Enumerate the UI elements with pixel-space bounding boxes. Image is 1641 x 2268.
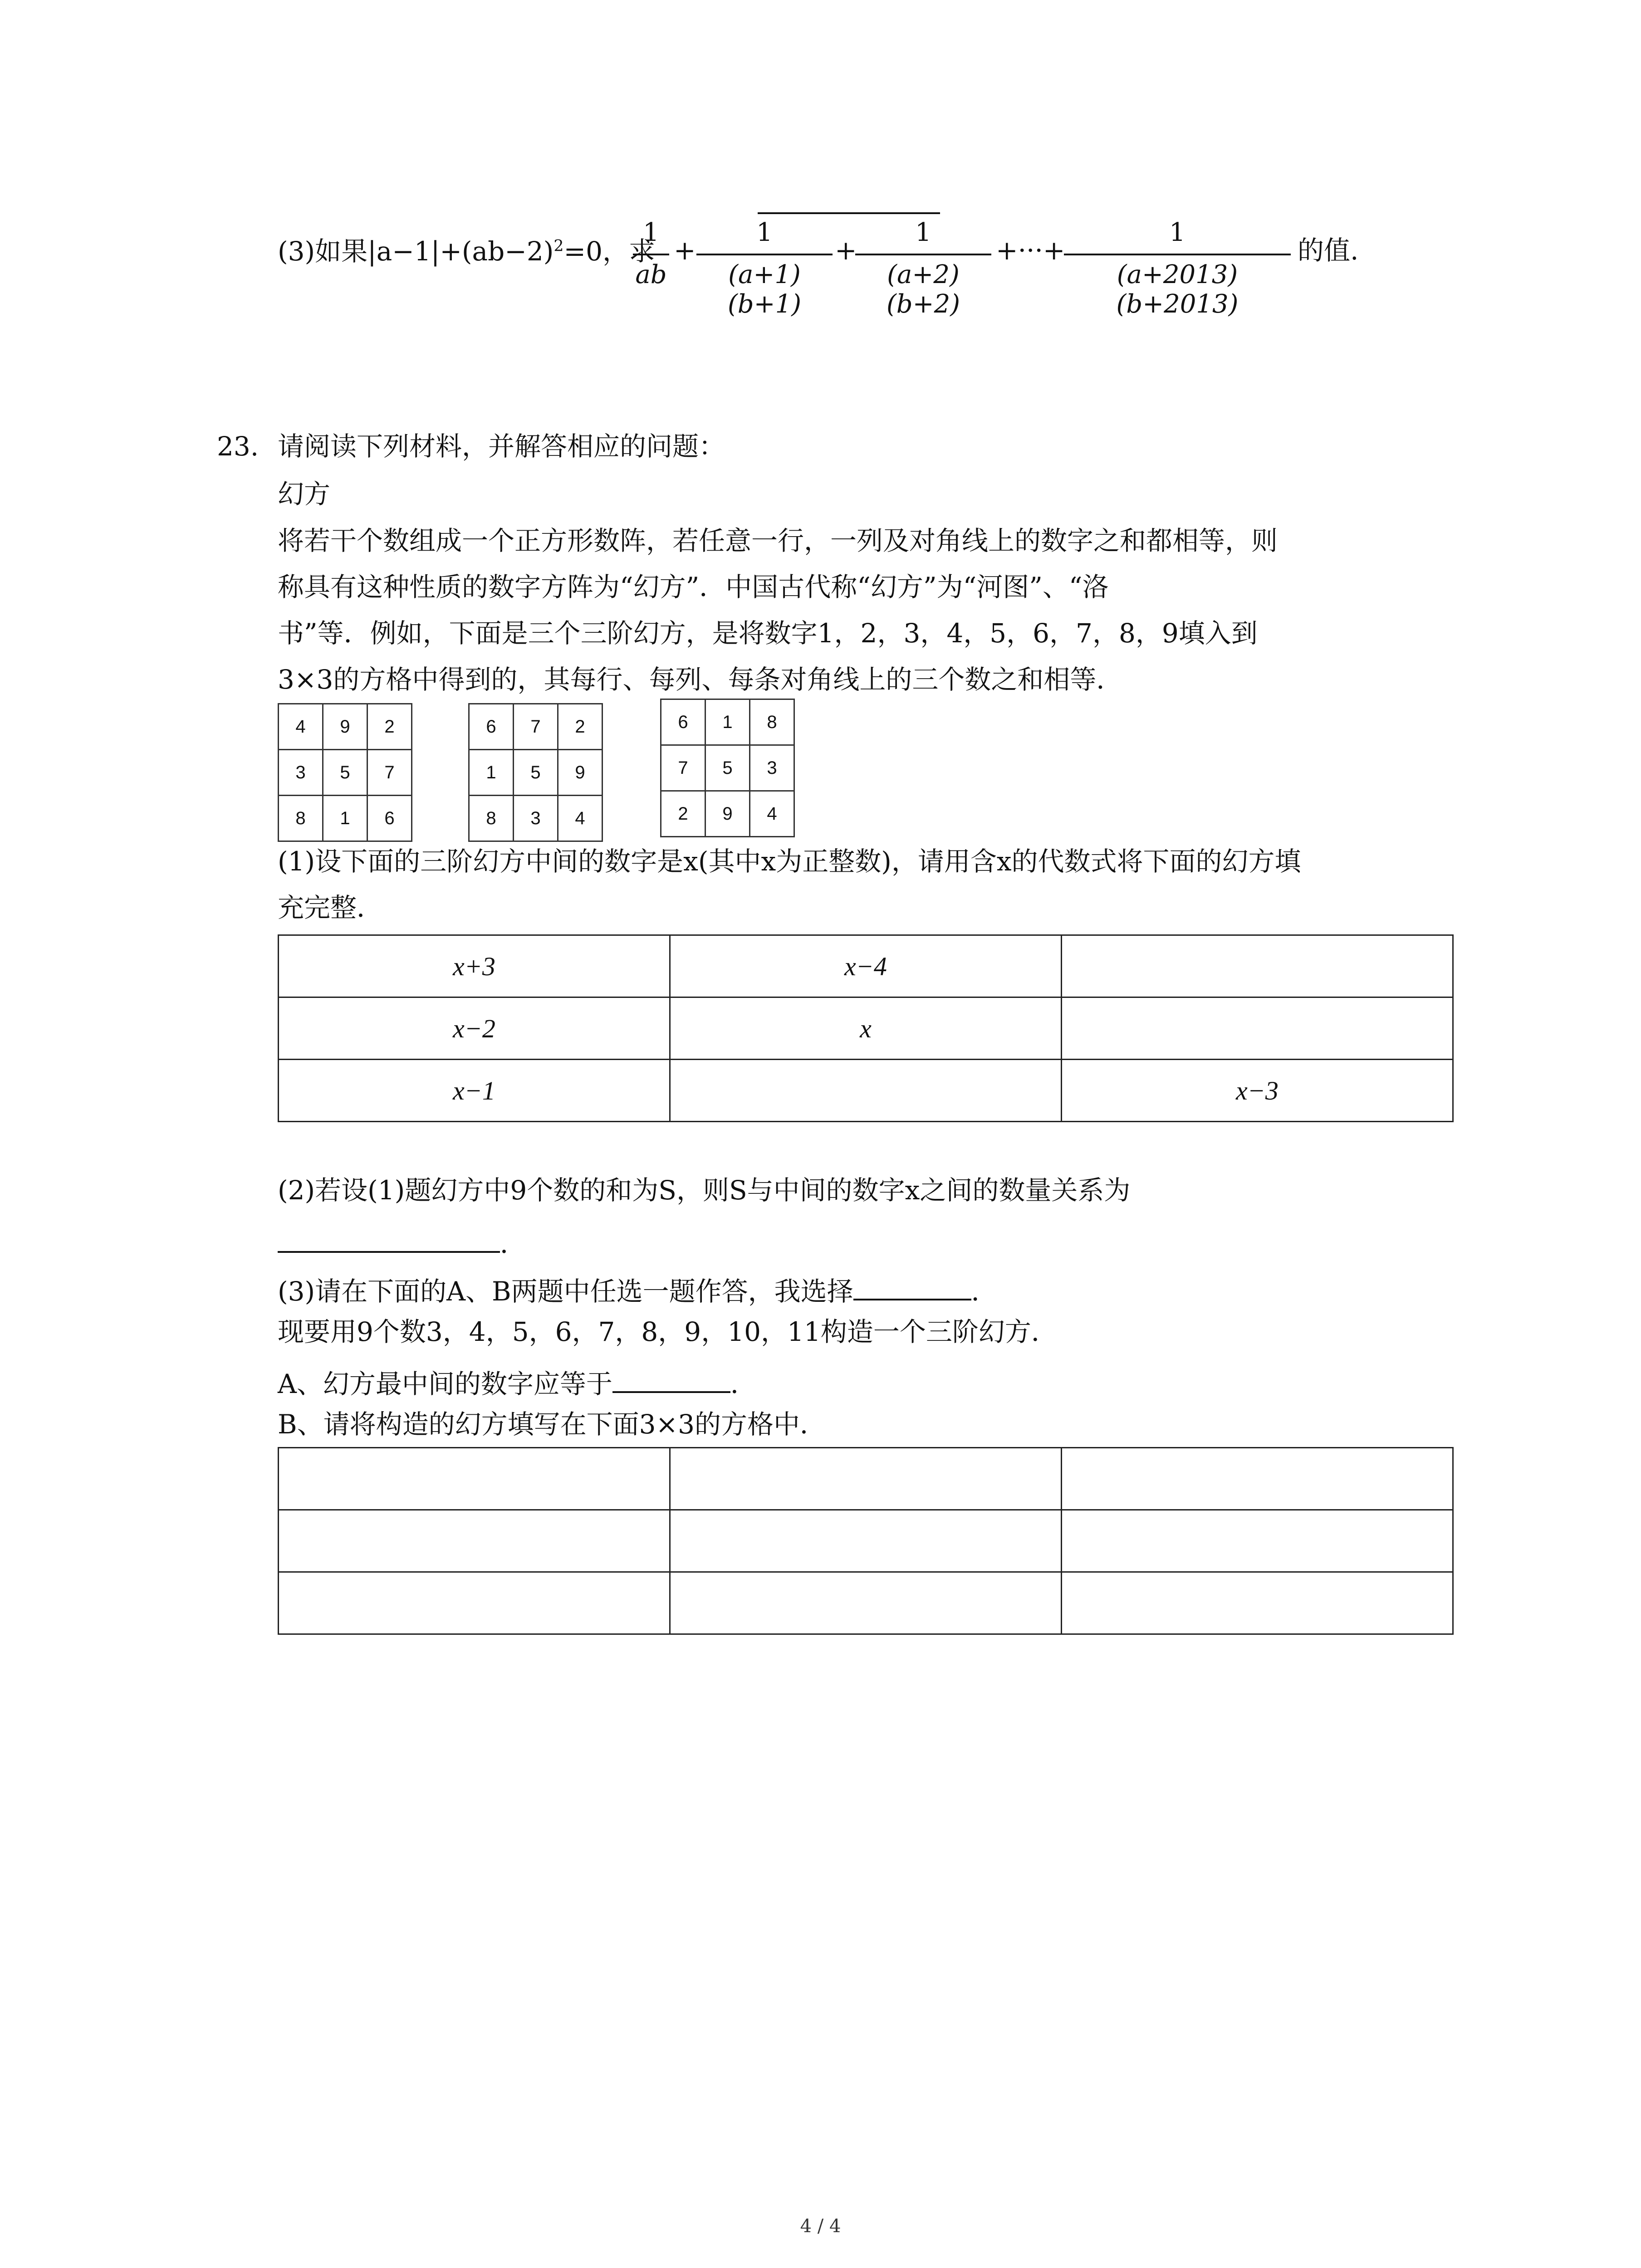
option-a: A、幻方最中间的数字应等于 ． (278, 1365, 757, 1397)
part3-text: (3)请在下面的A、B两题中任选一题作答，我选择 ． (278, 1272, 998, 1305)
q22-part3-condition: (3)如果$|a-1|+(ab-2)^2=0$，求 (278, 236, 656, 267)
table-cell: x−3 (1062, 1060, 1453, 1122)
answer-blank[interactable] (278, 1225, 500, 1253)
table-cell-empty[interactable] (1062, 997, 1453, 1060)
numbers-statement: 现要用9个数3，4，5，6，7，8，9，10，11构造一个三阶幻方． (278, 1316, 1058, 1347)
table-cell-empty[interactable] (1062, 1448, 1453, 1510)
table-cell-empty[interactable] (1062, 1572, 1453, 1634)
part1-text: (1)设下面的三阶幻方中间的数字是x(其中x为正整数)，请用含x的代数式将下面的幻方填 (278, 846, 1301, 877)
question-number: 23. (217, 431, 259, 462)
magic-square-table-2 (278, 1447, 1454, 1635)
magic-square-example-2: 6 7 2 1 5 9 8 3 4 (468, 703, 603, 842)
part1-text: 充完整． (278, 892, 383, 923)
paragraph-line: 书”等．例如，下面是三个三阶幻方，是将数字1，2，3，4，5，6，7，8，9填入到 (278, 618, 1258, 649)
paragraph-line: 3×3的方格中得到的，其每行、每列、每条对角线上的三个数之和相等． (278, 664, 1123, 695)
question-intro: 请阅读下列材料，并解答相应的问题： (278, 431, 725, 462)
choice-blank[interactable] (853, 1272, 971, 1300)
table-cell-empty[interactable] (670, 1510, 1062, 1572)
magic-square-example-1: 4 9 2 3 5 7 8 1 6 (278, 703, 412, 842)
plus-sign: + (835, 235, 857, 266)
section-heading: 幻方 (278, 479, 331, 509)
table-cell-empty[interactable] (1062, 1510, 1453, 1572)
fraction-4: 1 (a+2013)(b+2013) (1064, 218, 1291, 319)
table-cell-empty[interactable] (1062, 935, 1453, 997)
table-cell-empty[interactable] (670, 1448, 1062, 1510)
fraction-2: 1 (a+1)(b+1) (696, 218, 833, 319)
paragraph-line: 称具有这种性质的数字方阵为“幻方”．中国古代称“幻方”为“河图”、“洛 (278, 572, 1109, 602)
table-cell-empty[interactable] (279, 1448, 670, 1510)
magic-square-table-1 (278, 934, 1454, 1122)
plus-sign: + (674, 235, 696, 266)
overline-decoration (758, 212, 940, 214)
table-cell-empty[interactable] (279, 1572, 670, 1634)
table-cell-empty[interactable] (670, 1572, 1062, 1634)
center-value-blank[interactable] (612, 1365, 730, 1393)
table-cell: x−1 (279, 1060, 670, 1122)
part2-answer-line: ． (278, 1225, 526, 1257)
table-cell: x−2 (279, 997, 670, 1060)
magic-square-example-3: 6 1 8 7 5 3 2 9 4 (660, 699, 795, 837)
fraction-3: 1 (a+2)(b+2) (855, 218, 991, 319)
q22-part3-tail: 的值. (1298, 235, 1359, 266)
option-b: B、请将构造的幻方填写在下面3×3的方格中． (278, 1409, 827, 1440)
ellipsis-plus: +···+ (996, 235, 1065, 266)
part2-text: (2)若设(1)题幻方中9个数的和为S，则S与中间的数字x之间的数量关系为 (278, 1175, 1131, 1206)
table-cell-empty[interactable] (670, 1060, 1062, 1122)
table-cell: x+3 (279, 935, 670, 997)
table-cell: x (670, 997, 1062, 1060)
table-cell: x−4 (670, 935, 1062, 997)
paragraph-line: 将若干个数组成一个正方形数阵，若任意一行，一列及对角线上的数字之和都相等，则 (278, 525, 1278, 556)
fraction-1: 1 ab (633, 218, 669, 289)
table-cell-empty[interactable] (279, 1510, 670, 1572)
page-number: 4 / 4 (800, 2216, 841, 2237)
